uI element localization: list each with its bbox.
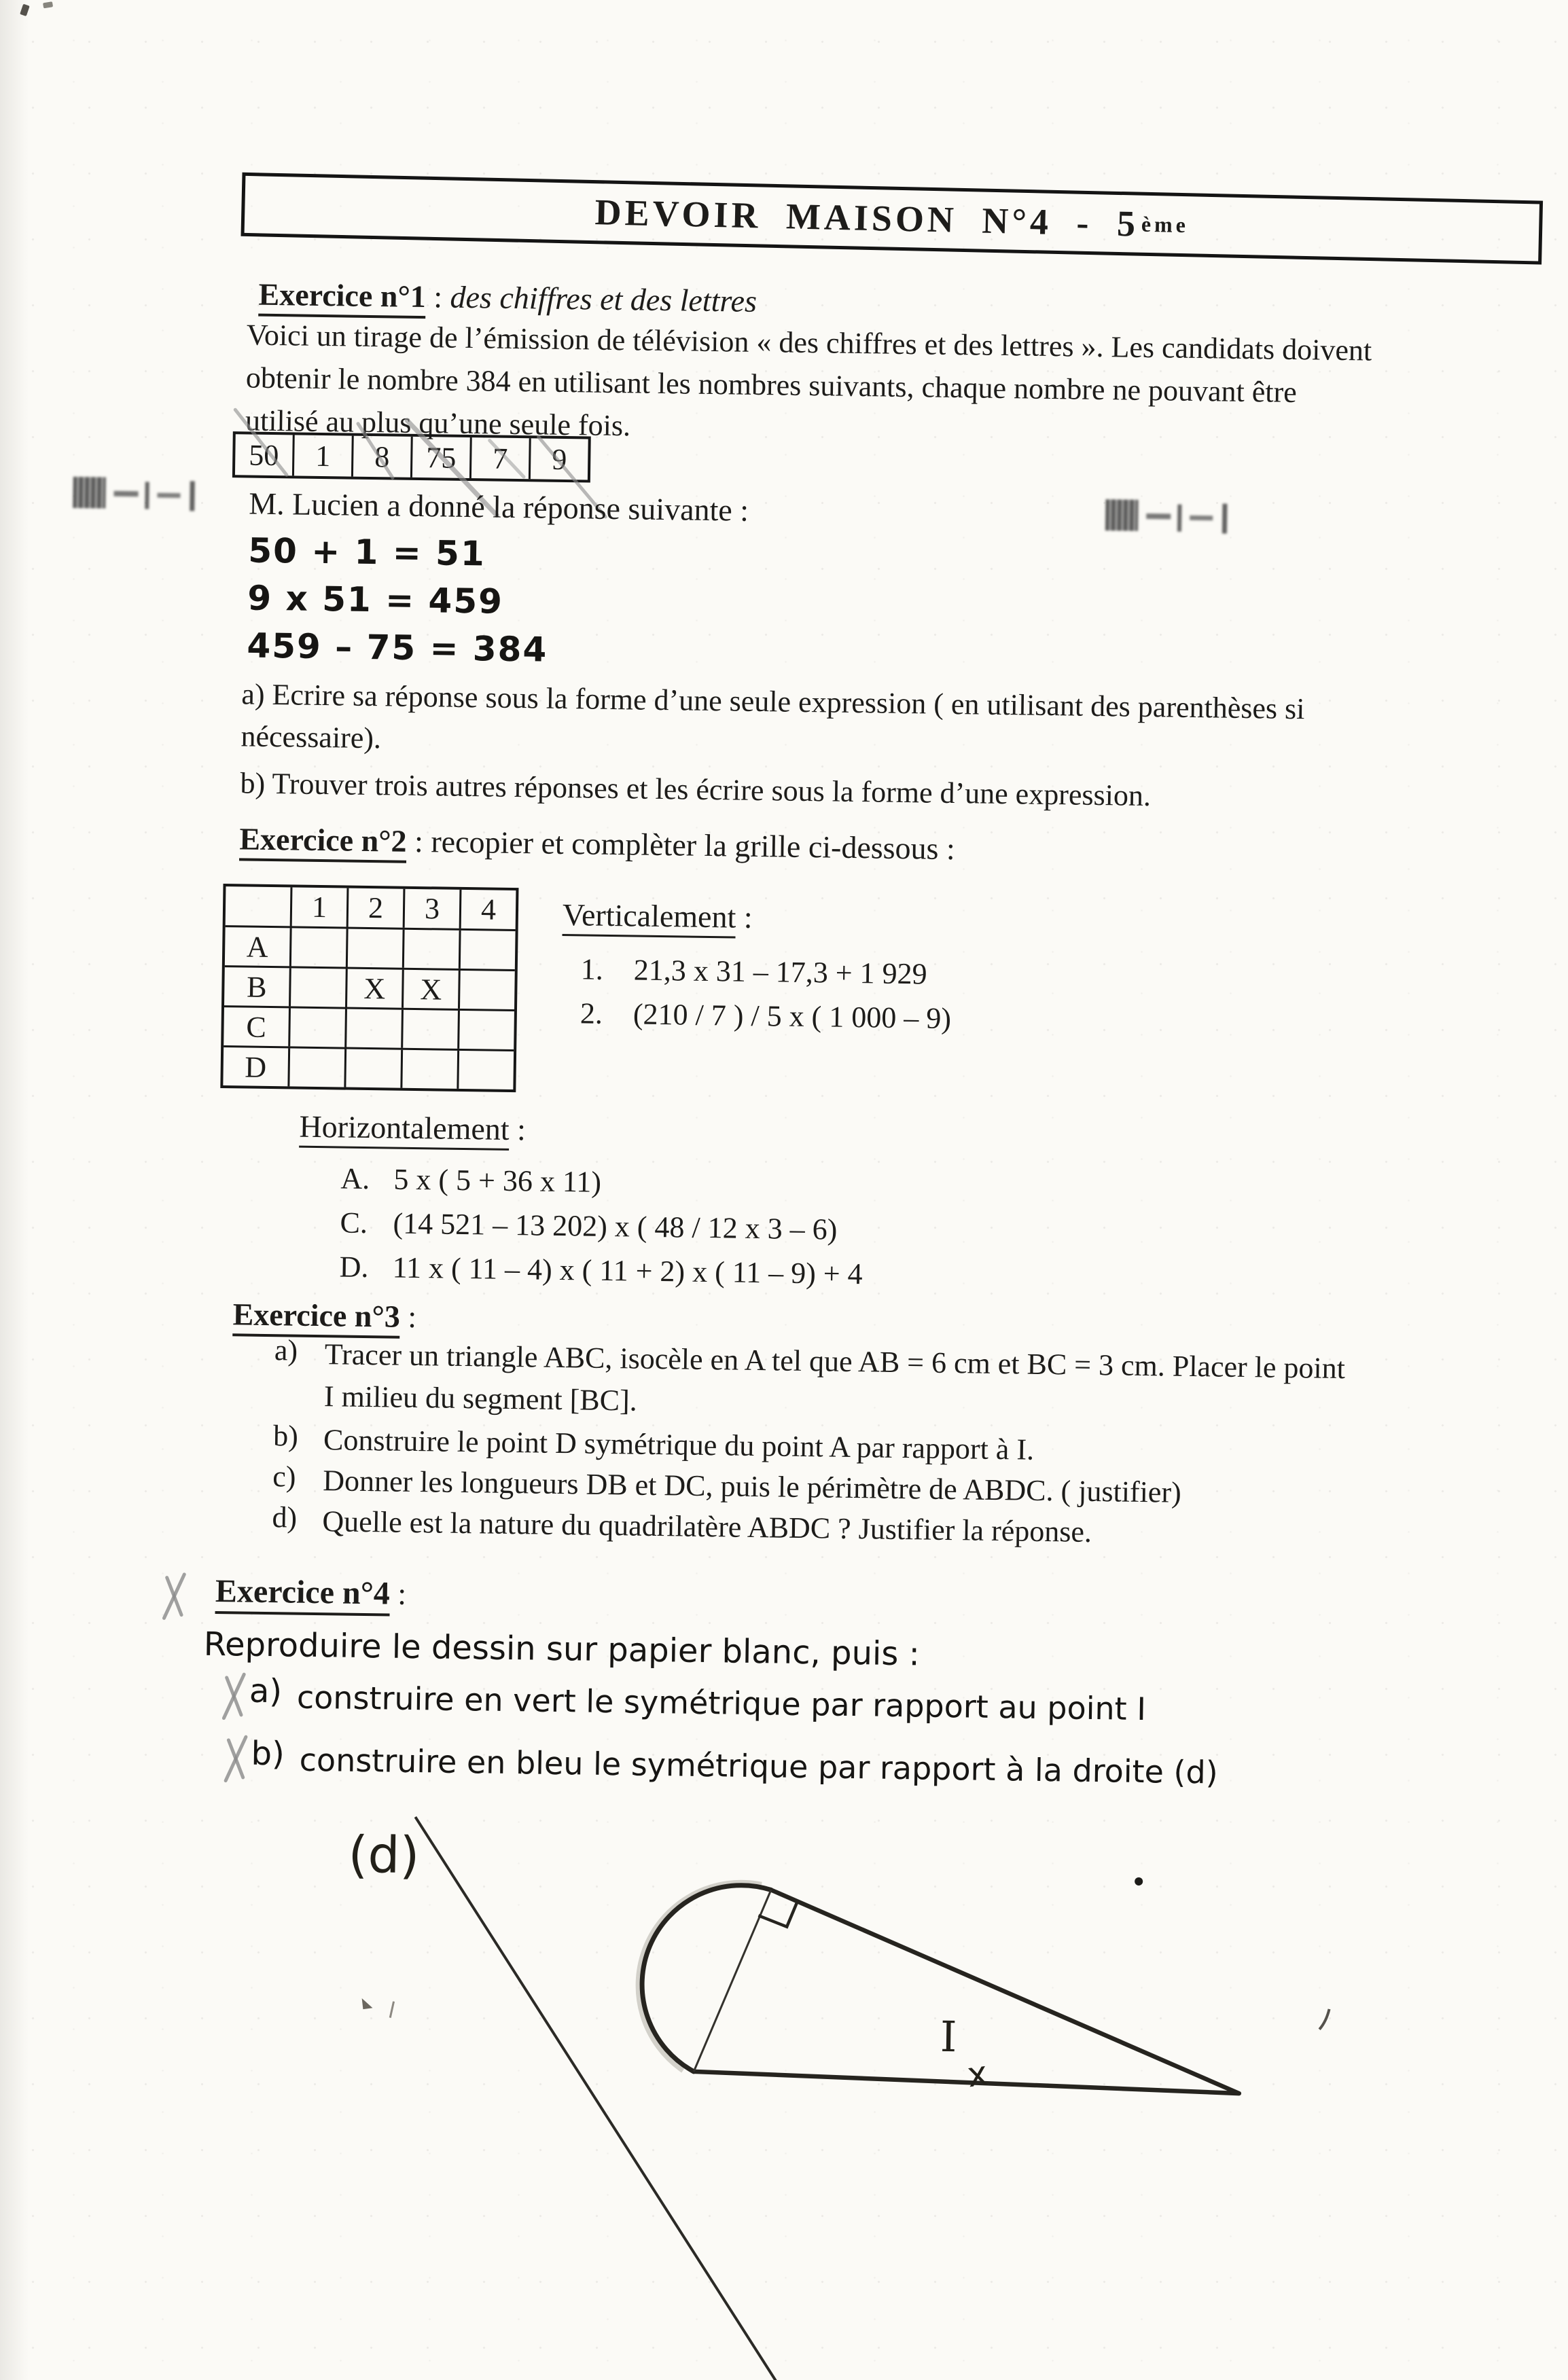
pencil-x-icon [218,1734,247,1778]
clue-text: 5 x ( 5 + 36 x 11) [393,1162,602,1199]
title-box [241,173,1544,265]
pencil-x-icon [216,1672,245,1716]
exercise2-instruction: : recopier et complèter la grille ci-dessous : [406,823,956,867]
item-text: Construire le point D symétrique du point A par rapport à I. [323,1423,1035,1466]
grid-header-row [226,886,516,931]
line-d-label: (d) [347,1825,420,1886]
exercise2-label: Exercice n°2 [239,821,407,863]
page-title-superscript: ème [1141,211,1190,237]
item-label: b) [272,1419,299,1453]
exercise1-label: Exercice n°1 [258,277,426,319]
grid-row-label: B [224,967,291,1006]
grid-cell [346,1009,404,1048]
exercise1-separator: : [425,279,450,314]
horizontal-clue-A [340,1161,864,1203]
item-label: a) [249,1672,283,1711]
vertical-clues [561,893,953,1036]
grid-col-header: 1 [292,887,349,926]
exercise2-heading [239,817,955,871]
intro-line: utilisé au plus qu’une seule fois. [245,403,631,443]
intro-line: obtenir le nombre 384 en utilisant les nombres suivants, chaque nombre ne pouvant être [245,361,1298,410]
clue-number: D. [339,1250,369,1284]
grid-cell [289,1048,346,1087]
stamp-artifact-left [73,475,199,516]
horizontal-heading: Horizontalement [299,1109,510,1151]
ink-dot [1135,1877,1143,1886]
exercise1-calculations [247,526,550,673]
question-a-line: nécessaire). [240,719,382,755]
exercise4-heading [215,1570,407,1616]
item-text-line: I milieu du segment [BC]. [323,1380,638,1418]
grid-row-label: A [225,927,292,966]
exercise1-response-intro: M. Lucien a donné la réponse suivante : [248,486,749,528]
pencil-tick [1319,2009,1329,2030]
grid-cell [461,931,516,969]
calculation-line: 459 – 75 = 384 [247,626,548,670]
pencil-x-icon [156,1572,191,1621]
horizontal-clue-D [339,1249,863,1291]
grid-col-header: 4 [480,892,497,926]
calculation-line: 50 + 1 = 51 [247,530,486,574]
item-text: construire en bleu le symétrique par rapport à la droite (d) [299,1741,1218,1791]
grid-row-label: C [224,1007,291,1046]
item-text [324,1333,1346,1432]
horizontal-heading-colon: : [509,1111,527,1147]
clue-text: 11 x ( 11 – 4) x ( 11 + 2) x ( 11 – 9) + 4 [392,1250,863,1291]
exercise3-item-a [274,1333,1346,1432]
clue-text: 21,3 x 31 – 17,3 + 1 929 [633,953,927,991]
grid-cell [459,1051,514,1089]
geometry-figure [240,1762,1404,2380]
number-tile: 1 [294,435,354,476]
grid-col-header: 3 [405,889,462,928]
grid-row-C [224,1007,514,1051]
vertical-clue-1 [580,952,952,992]
grid-cell [459,1011,514,1049]
grid-row-label: D [223,1047,290,1086]
exercise4-item-a [216,1672,1146,1729]
exercise4-label-colon: : [389,1576,407,1611]
grid-cell [290,1008,347,1047]
grid-row-A [225,927,516,971]
line-d [408,1817,790,2380]
clue-text: (210 / 7 ) / 5 x ( 1 000 – 9) [632,997,952,1036]
pencil-speck [390,2002,393,2018]
grid-col-header: 2 [349,888,406,928]
number-tile: 9 [551,442,567,476]
pencil-speck [361,1998,372,2009]
exercise3-heading [232,1293,416,1339]
item-label: d) [272,1500,298,1534]
horizontal-clue-C [340,1205,863,1247]
exercise3-label: Exercice n°3 [232,1297,400,1338]
grid-cell [346,1049,403,1088]
grid-cell [403,1010,460,1049]
stamp-artifact-right [1105,498,1232,538]
number-tile: 7 [471,437,531,479]
number-tile: 8 [353,436,413,477]
grid-cell-blocked: X [404,970,461,1009]
item-text: Donner les longueurs DB et DC, puis le périmètre de ABDC. ( justifier) [322,1464,1182,1509]
grid-cell [348,929,405,968]
grid-corner-cell [226,886,293,926]
exercise1-subtitle: des chiffres et des lettres [450,279,758,319]
page-title: DEVOIR MAISON N°4 - 5 [594,192,1139,245]
clue-text: (14 521 – 13 202) x ( 48 / 12 x 3 – 6) [393,1206,838,1246]
crossword-grid [220,884,518,1092]
exercise1-question-a [240,673,1568,776]
exercise4-intro: Reproduire le dessin sur papier blanc, puis : [203,1625,921,1674]
arc-pencil-echo [637,1881,762,2072]
item-label: c) [272,1460,296,1494]
grid-row-D [223,1047,514,1089]
calculation-line: 9 x 51 = 459 [247,578,504,621]
grid-cell [404,930,461,969]
scan-speck [20,4,30,16]
horizontal-clues [297,1105,865,1292]
item-label: b) [251,1734,285,1773]
exercise4-label: Exercice n°4 [215,1573,391,1617]
item-label: a) [274,1333,298,1367]
exercise1-question-b: b) Trouver trois autres réponses et les écrire sous la forme d’une expression. [240,766,1152,813]
grid-cell [291,968,348,1007]
number-tile: 50 [235,434,295,475]
exercise3-label-colon: : [399,1299,417,1335]
question-a-line: a) Ecrire sa réponse sous la forme d’une seule expression ( en utilisant des parenthèses si [241,677,1305,726]
grid-cell [402,1050,459,1089]
grid-cell [291,928,349,967]
grid-row-B [224,967,515,1011]
clue-number: C. [340,1206,368,1240]
clue-number: 1. [580,952,604,986]
item-text-line: Tracer un triangle ABC, isocèle en A tel que AB = 6 cm et BC = 3 cm. Placer le point [324,1337,1346,1386]
item-text: construire en vert le symétrique par rapport au point I [296,1678,1147,1728]
clue-number: 2. [580,996,603,1030]
scan-speck [43,1,53,8]
vertical-clue-2 [580,996,952,1036]
point-i-label: I [940,2011,957,2062]
clue-number: A. [340,1161,370,1196]
number-tile: 75 [412,437,472,478]
item-text: Quelle est la nature du quadrilatère ABDC ? Justifier la réponse. [322,1504,1092,1549]
point-i-cross: x [965,2053,990,2095]
intro-line: Voici un tirage de l’émission de télévision « des chiffres et des lettres ». Les candidats doivent [246,318,1372,367]
vertical-heading-colon: : [736,899,753,935]
grid-cell [460,971,515,1009]
vertical-heading: Verticalement [563,897,736,939]
grid-cell-blocked: X [347,969,404,1008]
